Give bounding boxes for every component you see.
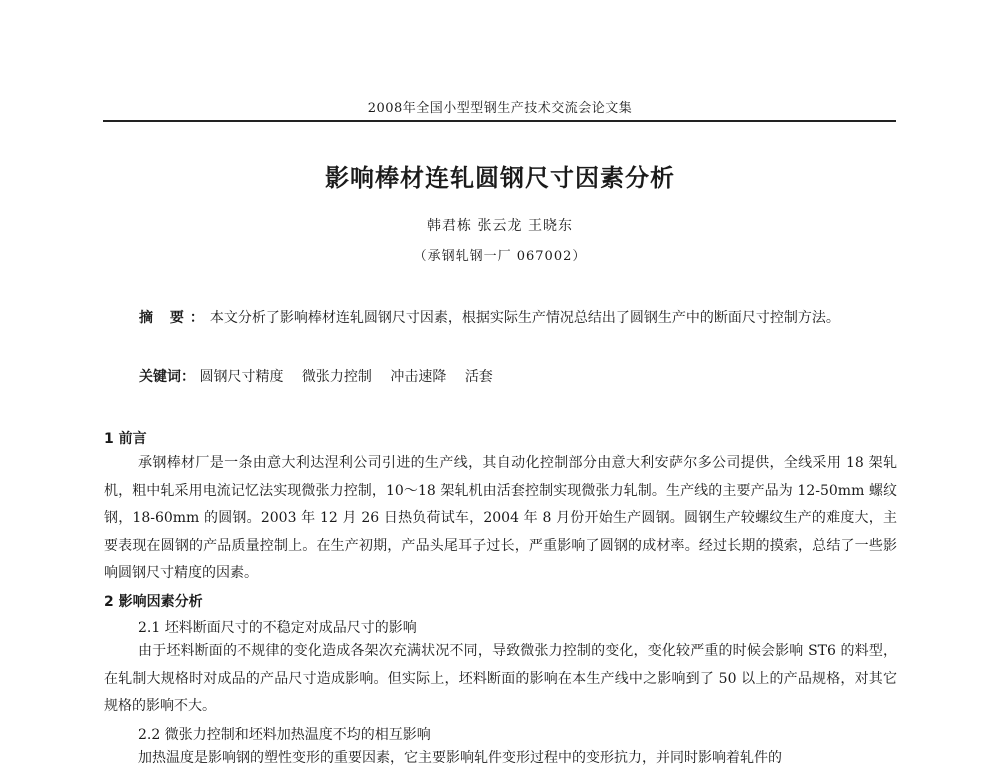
subsection-heading-2-2: 2.2 微张力控制和坯料加热温度不均的相互影响 [138,727,431,743]
abstract [139,302,864,334]
abstract-label: 摘 要： [139,310,210,326]
header-rule [103,120,896,122]
running-header: 2008年全国小型型钢生产技术交流会论文集 [367,101,633,116]
subsection-heading-2-1: 2.1 坯料断面尺寸的不稳定对成品尺寸的影响 [138,620,417,636]
keyword: 冲击速降 [390,369,447,385]
authors: 韩君栋 张云龙 王晓东 [427,218,573,234]
section-heading-2: 2 影响因素分析 [104,594,203,610]
section-1-paragraph: 承钢棒材厂是一条由意大利达涅利公司引进的生产线，其自动化控制部分由意大利安萨尔多公司提供，全线采用 18 架轧机，粗中轧采用电流记忆法实现微张力控制，10～18 架轧机由活套控制实现微张力轧制。生产线的主要产品为 12-50mm 螺纹钢，18-60mm 的圆钢。2003 年 12 月 26 日热负荷试车，2004 年 8 月份开始生产圆钢。圆钢生产较螺纹生产的难度大，主要表现在圆钢的产品质量控制上。在生产初期，产品头尾耳子过长，严重影响了圆钢的成材率。经过长期的摸索，总结了一些影响圆钢尺寸精度的因素。 [104,455,897,581]
keywords [139,366,864,386]
subsection-2-1-paragraph: 由于坯料断面的不规律的变化造成各架次充满状况不同，导致微张力控制的变化，变化较严重的时候会影响 ST6 的料型，在轧制大规格时对成品的产品尺寸造成影响。但实际上，坯料断面的影响在本生产线中之影响到了 50 以上的产品规格，对其它规格的影响不大。 [104,643,897,714]
section-heading-1: 1 前言 [104,431,147,447]
keyword: 微张力控制 [301,369,372,385]
abstract-text: 本文分析了影响棒材连轧圆钢尺寸因素，根据实际生产情况总结出了圆钢生产中的断面尺寸控制方法。 [209,310,840,326]
affiliation: （承钢轧钢一厂 067002） [413,249,587,264]
keywords-label: 关键词： [139,369,195,385]
keyword: 活套 [464,369,493,385]
paper-title: 影响棒材连轧圆钢尺寸因素分析 [325,164,675,192]
keyword: 圆钢尺寸精度 [199,369,284,385]
subsection-2-2-paragraph: 加热温度是影响钢的塑性变形的重要因素，它主要影响轧件变形过程中的变形抗力，并同时影响着轧件的 [138,750,782,766]
